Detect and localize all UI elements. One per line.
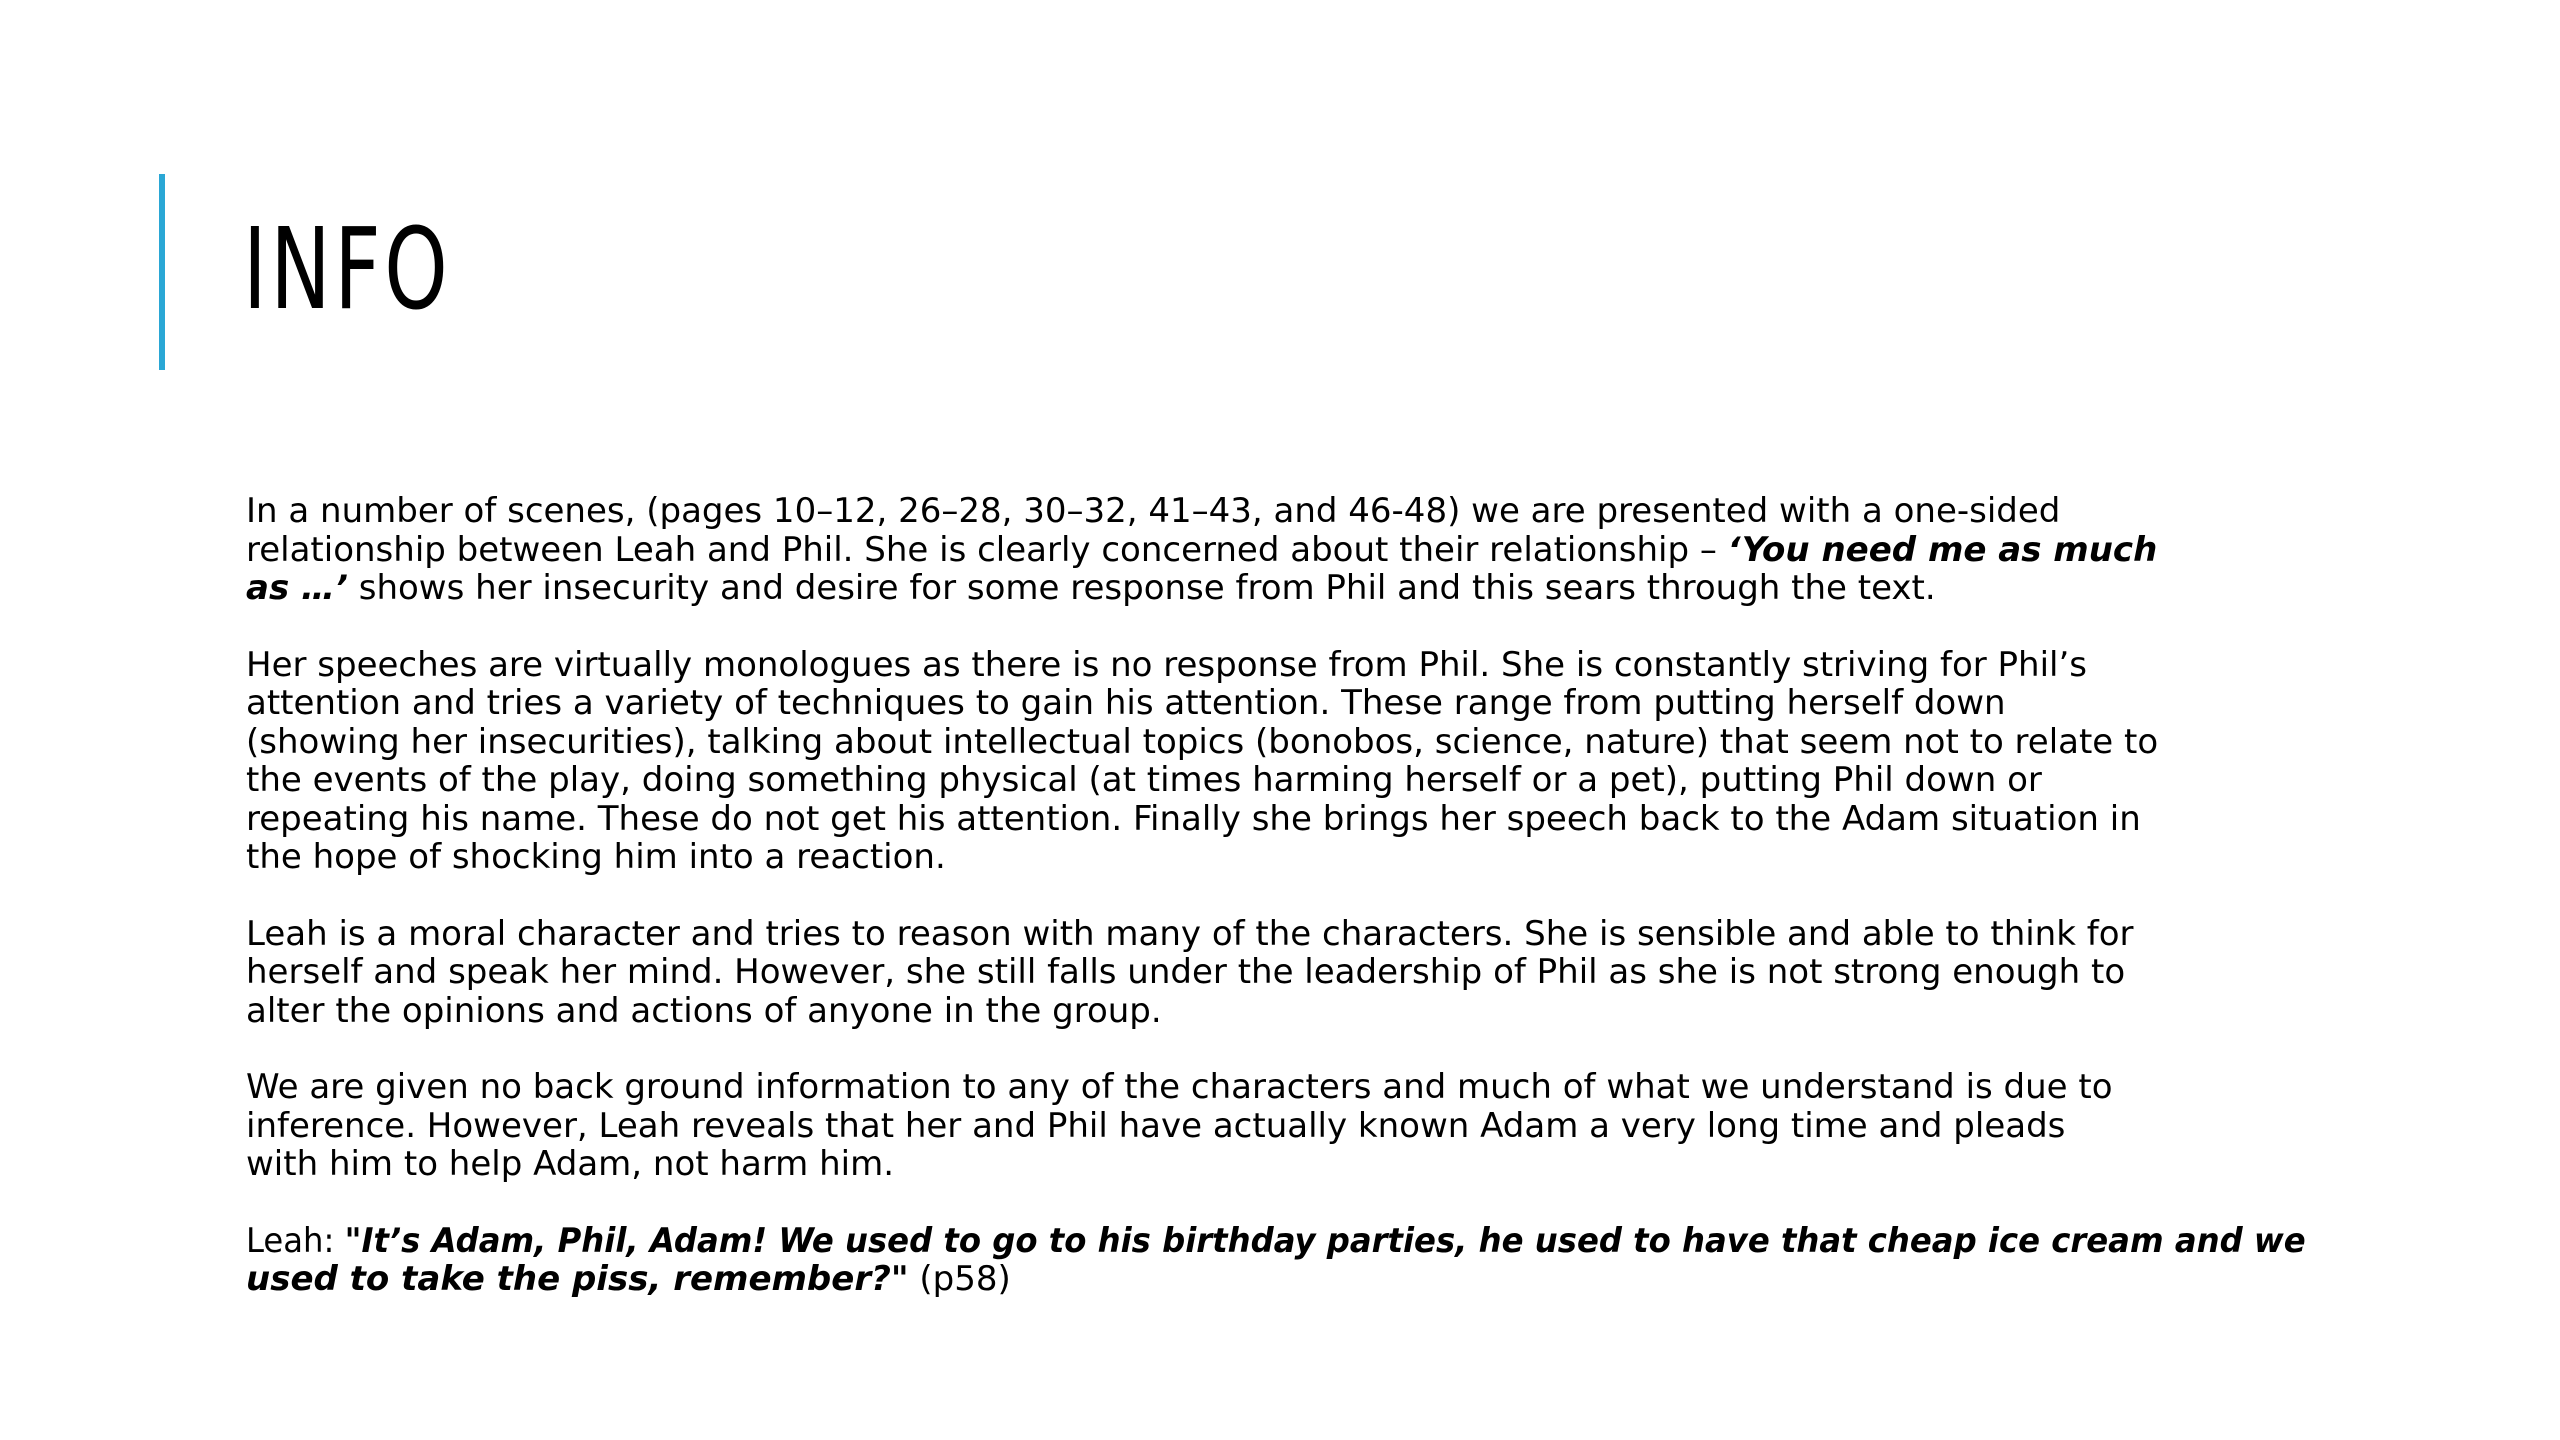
text-line: the hope of shocking him into a reaction.: [246, 837, 946, 877]
text-line: the events of the play, doing something physical (at times harming herself or a pet), putting Phil down or: [246, 760, 2042, 800]
quote-text: used to take the piss, remember?": [246, 1259, 909, 1299]
text-line: [246, 531, 2306, 570]
text-run: relationship between Leah and Phil. She is clearly concerned about their relationship –: [246, 529, 1728, 570]
text-line: (showing her insecurities), talking about intellectual topics (bonobos, science, nature) that seem not to relate to: [246, 721, 2159, 762]
slide-body: [246, 492, 2306, 1337]
text-line: herself and speak her mind. However, she still falls under the leadership of Phil as she is not strong enough to: [246, 952, 2126, 992]
text-run: shows her insecurity and desire for some response from Phil and this sears through the text.: [347, 568, 1936, 608]
paragraph-speeches: [246, 646, 2306, 877]
paragraph-quote: [246, 1222, 2306, 1299]
text-line: attention and tries a variety of techniques to gain his attention. These range from putting herself down: [246, 683, 2006, 723]
paragraph-relationship: [246, 492, 2306, 608]
quote-text: as …’: [246, 568, 348, 608]
page-citation: (p58): [908, 1259, 1011, 1299]
paragraph-background: [246, 1068, 2306, 1184]
paragraph-moral-character: [246, 915, 2306, 1031]
text-line: [246, 1220, 2306, 1261]
quote-text: "It’s Adam, Phil, Adam! We used to go to his birthday parties, he used to have that cheap ice cream and we: [344, 1220, 2306, 1261]
text-line: inference. However, Leah reveals that her and Phil have actually known Adam a very long time and pleads: [246, 1105, 2066, 1146]
text-line: Leah is a moral character and tries to reason with many of the characters. She is sensible and able to think for: [246, 913, 2134, 954]
text-line: with him to help Adam, not harm him.: [246, 1144, 895, 1184]
text-line: Her speeches are virtually monologues as there is no response from Phil. She is constantly striving for Phil’s: [246, 644, 2088, 685]
text-line: In a number of scenes, (pages 10–12, 26–28, 30–32, 41–43, and 46-48) we are presented with a one-sided: [246, 491, 2061, 531]
text-line: alter the opinions and actions of anyone in the group.: [246, 990, 1162, 1031]
quote-text: ‘You need me as much: [1727, 529, 2158, 570]
title-accent-bar: [159, 174, 165, 370]
speaker-label: Leah:: [246, 1220, 345, 1261]
text-line: [246, 569, 2306, 608]
text-line: [246, 1260, 2306, 1299]
text-line: repeating his name. These do not get his attention. Finally she brings her speech back to the Adam situation in: [246, 798, 2141, 839]
text-line: We are given no back ground information to any of the characters and much of what we understand is due to: [246, 1067, 2113, 1107]
slide-title: INFO: [243, 205, 452, 335]
